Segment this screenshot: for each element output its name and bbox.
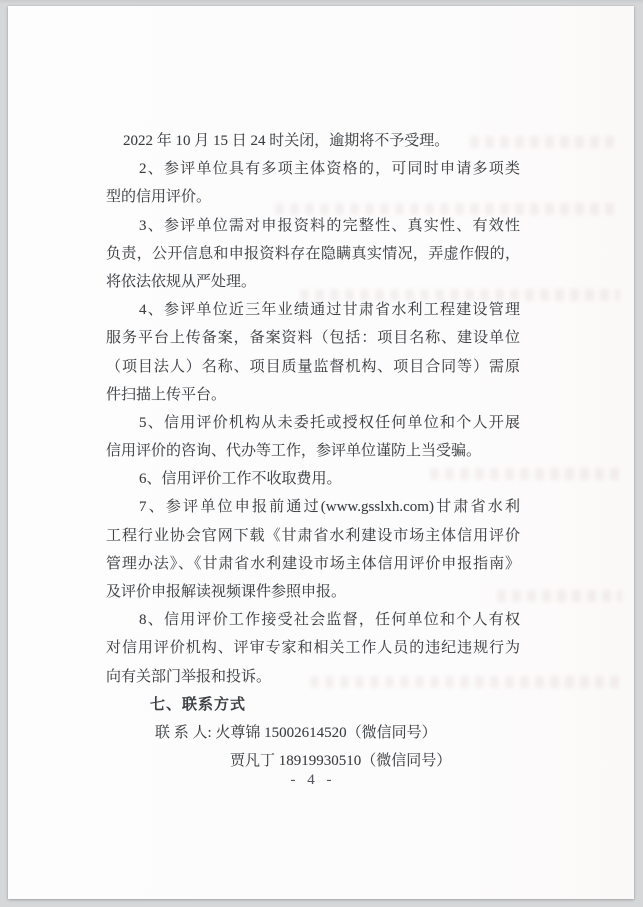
text-line: 型的信用评价。 xyxy=(106,189,212,206)
text-line: 联 系 人: 火尊锦 15002614520（微信同号） xyxy=(155,724,437,741)
text-line: 信用评价的咨询、代办等工作，参评单位谨防上当受骗。 xyxy=(106,443,482,460)
text-line: 4、参评单位近三年业绩通过甘肃省水利工程建设管理 xyxy=(139,302,520,319)
text-line: 6、信用评价工作不收取费用。 xyxy=(139,471,342,488)
text-line: 2022 年 10 月 15 日 24 时关闭，逾期将不予受理。 xyxy=(123,133,450,149)
text-line: 负责，公开信息和申报资料存在隐瞒真实情况，弄虚作假的， xyxy=(106,245,520,262)
text-line: 管理办法》、《甘肃省水利建设市场主体信用评价申报指南》 xyxy=(106,555,520,572)
document-body xyxy=(106,127,520,775)
text-line: 7、参评单位申报前通过(www.gsslxh.com)甘肃省水利 xyxy=(139,499,520,516)
text-line: 贾凡丁 18919930510（微信同号） xyxy=(230,753,452,770)
text-line: 向有关部门举报和投诉。 xyxy=(106,668,272,685)
text-line: 对信用评价机构、评审专家和相关工作人员的违纪违规行为 xyxy=(106,640,520,657)
text-line: 5、信用评价机构从未委托或授权任何单位和个人开展 xyxy=(139,414,520,431)
text-line: 件扫描上传平台。 xyxy=(106,386,227,403)
document-page xyxy=(8,6,634,899)
text-line: 工程行业协会官网下载《甘肃省水利建设市场主体信用评价 xyxy=(106,527,520,544)
page-number: - 4 - xyxy=(290,772,336,788)
text-line: （项目法人）名称、项目质量监督机构、项目合同等）需原 xyxy=(106,358,520,375)
text-line: 七、联系方式 xyxy=(150,695,247,713)
text-line: 8、信用评价工作接受社会监督，任何单位和个人有权 xyxy=(139,612,520,629)
text-line: 2、参评单位具有多项主体资格的，可同时申请多项类 xyxy=(139,161,520,178)
text-line: 及评价申报解读视频课件参照申报。 xyxy=(106,584,347,600)
text-line: 3、参评单位需对申报资料的完整性、真实性、有效性 xyxy=(139,217,520,234)
text-line: 将依法依规从严处理。 xyxy=(106,273,257,290)
text-line: 服务平台上传备案，备案资料（包括：项目名称、建设单位 xyxy=(106,330,520,347)
